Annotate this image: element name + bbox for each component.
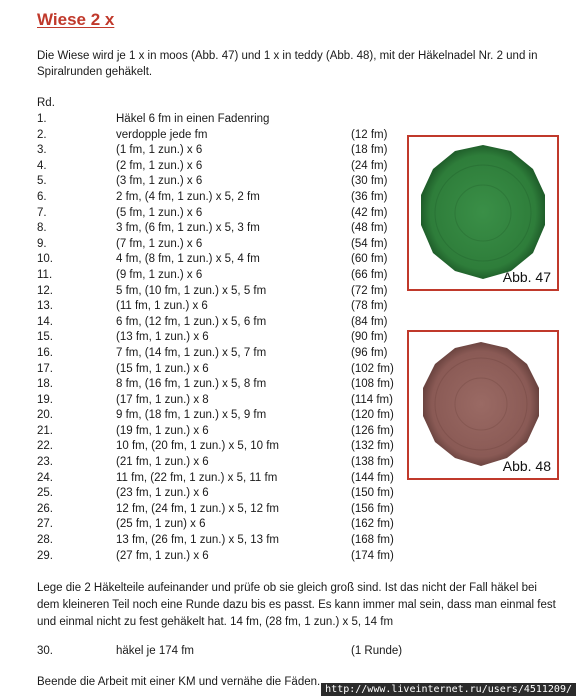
round-instruction: 3 fm, (6 fm, 1 zun.) x 5, 3 fm (116, 222, 260, 235)
round-number: 8. (37, 222, 47, 235)
round-row (37, 190, 407, 206)
round-stitch-count: (36 fm) (351, 190, 388, 203)
round-row (37, 330, 407, 346)
round-row (37, 517, 407, 533)
round-instruction: 4 fm, (8 fm, 1 zun.) x 5, 4 fm (116, 253, 260, 266)
round-30-row (37, 645, 407, 661)
round-row (37, 315, 407, 331)
round-row (37, 206, 407, 222)
brown-crochet-disc (423, 342, 539, 466)
round-number: 21. (37, 424, 53, 437)
round-stitch-count: (54 fm) (351, 237, 388, 250)
round-stitch-count: (114 fm) (351, 393, 393, 406)
round-number: 25. (37, 487, 53, 500)
round-number: 1. (37, 113, 47, 125)
photo-abb-48 (407, 330, 559, 480)
round-stitch-count: (150 fm) (351, 487, 394, 500)
round-row (37, 112, 407, 128)
round-row (37, 424, 407, 440)
round-number: 4. (37, 159, 47, 172)
round-row (37, 174, 407, 190)
round-number: 3. (37, 144, 47, 157)
round-instruction: 11 fm, (22 fm, 1 zun.) x 5, 11 fm (116, 471, 278, 484)
round-row (37, 252, 407, 268)
round-stitch-count: (120 fm) (351, 409, 394, 422)
round-number: 20. (37, 409, 53, 422)
round-row (37, 237, 407, 253)
round-instruction: (3 fm, 1 zun.) x 6 (116, 175, 203, 188)
round-instruction: (1 fm, 1 zun.) x 6 (116, 144, 203, 157)
final-instruction: Beende die Arbeit mit einer KM und vernähe die Fäden. (37, 676, 321, 688)
round-stitch-count: (102 fm) (351, 362, 394, 375)
round-stitch-count: (156 fm) (351, 502, 394, 515)
round-row (37, 486, 407, 502)
round-stitch-count: (84 fm) (351, 315, 388, 328)
round-row (37, 408, 407, 424)
round-number: 14. (37, 315, 53, 328)
round-row (37, 346, 407, 362)
round-number: 7. (37, 206, 47, 219)
round-instruction: (13 fm, 1 zun.) x 6 (116, 331, 209, 344)
round-stitch-count: (60 fm) (351, 253, 388, 266)
round-stitch-count: (66 fm) (351, 268, 388, 281)
round-row (37, 143, 407, 159)
round-number: 29. (37, 549, 53, 562)
round-row (37, 502, 407, 518)
round-stitch-count: (126 fm) (351, 424, 394, 437)
round-instruction: (27 fm, 1 zun.) x 6 (116, 549, 209, 562)
round-number: 24. (37, 471, 53, 484)
round-column-label: Rd. (37, 97, 55, 109)
round-stitch-count: (72 fm) (351, 284, 388, 297)
round-instruction: 5 fm, (10 fm, 1 zun.) x 5, 5 fm (116, 284, 267, 297)
round-instruction: 10 fm, (20 fm, 1 zun.) x 5, 10 fm (116, 440, 279, 453)
round-number: 11. (37, 268, 53, 281)
round-instruction: 8 fm, (16 fm, 1 zun.) x 5, 8 fm (116, 378, 267, 391)
round-stitch-count: (144 fm) (351, 471, 394, 484)
round-stitch-count: (138 fm) (351, 456, 394, 469)
round-row (37, 393, 407, 409)
round-stitch-count: (18 fm) (351, 144, 388, 157)
round-stitch-count: (42 fm) (351, 206, 388, 219)
round-stitch-count: (48 fm) (351, 222, 388, 235)
round-number: 13. (37, 300, 53, 313)
round-instruction: Häkel 6 fm in einen Fadenring (116, 113, 270, 125)
round-instruction: (25 fm, 1 zun) x 6 (116, 518, 206, 531)
round-instruction: 9 fm, (18 fm, 1 zun.) x 5, 9 fm (116, 409, 267, 422)
round-stitch-count: (168 fm) (351, 534, 394, 547)
round-stitch-count: (90 fm) (351, 331, 388, 344)
round-number: 27. (37, 518, 53, 531)
round-row (37, 549, 407, 565)
round-instruction: 6 fm, (12 fm, 1 zun.) x 5, 6 fm (116, 315, 267, 328)
photo-abb-47 (407, 135, 559, 291)
watermark-url: http://www.liveinternet.ru/users/4511209/ (321, 683, 576, 696)
round-instruction: (15 fm, 1 zun.) x 6 (116, 362, 209, 375)
round-number: 18. (37, 378, 53, 391)
brown-crochet-circle-image (409, 332, 557, 478)
round-stitch-count: (12 fm) (351, 128, 388, 141)
round-stitch-count: (30 fm) (351, 175, 388, 188)
round-instruction: (11 fm, 1 zun.) x 6 (116, 300, 208, 313)
green-crochet-circle-image (409, 137, 557, 289)
round-stitch-count: (132 fm) (351, 440, 394, 453)
round-number: 15. (37, 331, 53, 344)
round-stitch-count: (108 fm) (351, 378, 394, 391)
round-row (37, 299, 407, 315)
round-stitch-count: (96 fm) (351, 346, 388, 359)
round-instruction: (17 fm, 1 zun.) x 8 (116, 393, 209, 406)
outro-paragraph: Lege die 2 Häkelteile aufeinander und prüfe ob sie gleich groß sind. Ist das nicht der Fall häkel bei dem kleineren Teil noch eine Runde dazu bis es passt. Es kann immer mal sein, dass man einmal fest und einmal nicht zu fest gehäkelt hat. 14 fm, (28 fm, 1 zun.) x 5, 14 fm (37, 582, 556, 628)
round-row (37, 439, 407, 455)
round-number: 22. (37, 440, 53, 453)
page-title: Wiese 2 x (37, 10, 115, 29)
round-number: 23. (37, 456, 53, 469)
round-number: 28. (37, 534, 53, 547)
round-number: 16. (37, 346, 53, 359)
round-number: 26. (37, 502, 53, 515)
round-instruction: 7 fm, (14 fm, 1 zun.) x 5, 7 fm (116, 346, 267, 359)
round-stitch-count: (162 fm) (351, 518, 394, 531)
round-number: 6. (37, 190, 47, 203)
round-stitch-count: (78 fm) (351, 300, 388, 313)
round-instruction: (23 fm, 1 zun.) x 6 (116, 487, 209, 500)
caption-abb-48: Abb. 48 (502, 458, 551, 474)
round-stitch-count: (1 Runde) (351, 645, 403, 657)
round-row (37, 455, 407, 471)
round-instruction: (7 fm, 1 zun.) x 6 (116, 237, 203, 250)
round-instruction: 12 fm, (24 fm, 1 zun.) x 5, 12 fm (116, 502, 279, 515)
caption-abb-47: Abb. 47 (502, 269, 551, 285)
round-row (37, 471, 407, 487)
round-list (37, 112, 407, 564)
round-number: 19. (37, 393, 53, 406)
round-number: 2. (37, 128, 47, 141)
round-row (37, 362, 407, 378)
round-number: 10. (37, 253, 53, 266)
round-number: 12. (37, 284, 53, 297)
round-instruction: 2 fm, (4 fm, 1 zun.) x 5, 2 fm (116, 190, 260, 203)
round-number: 5. (37, 175, 47, 188)
round-instruction: 13 fm, (26 fm, 1 zun.) x 5, 13 fm (116, 534, 279, 547)
round-row (37, 128, 407, 144)
round-instruction: (5 fm, 1 zun.) x 6 (116, 206, 203, 219)
round-instruction: (21 fm, 1 zun.) x 6 (116, 456, 209, 469)
round-number: 9. (37, 237, 47, 250)
round-row (37, 284, 407, 300)
round-number: 17. (37, 362, 53, 375)
round-row (37, 377, 407, 393)
round-instruction: (9 fm, 1 zun.) x 6 (116, 268, 203, 281)
round-row (37, 159, 407, 175)
round-instruction: (2 fm, 1 zun.) x 6 (116, 159, 203, 172)
intro-paragraph: Die Wiese wird je 1 x in moos (Abb. 47) und 1 x in teddy (Abb. 48), mit der Häkelnadel Nr. 2 und in Spiralrunden gehäkelt. (37, 50, 538, 78)
round-stitch-count: (174 fm) (351, 549, 394, 562)
round-row (37, 268, 407, 284)
round-instruction: häkel je 174 fm (116, 645, 194, 657)
round-row (37, 533, 407, 549)
round-stitch-count: (24 fm) (351, 159, 388, 172)
round-row (37, 221, 407, 237)
round-instruction: verdopple jede fm (116, 128, 208, 141)
round-number: 30. (37, 645, 53, 657)
round-instruction: (19 fm, 1 zun.) x 6 (116, 424, 209, 437)
